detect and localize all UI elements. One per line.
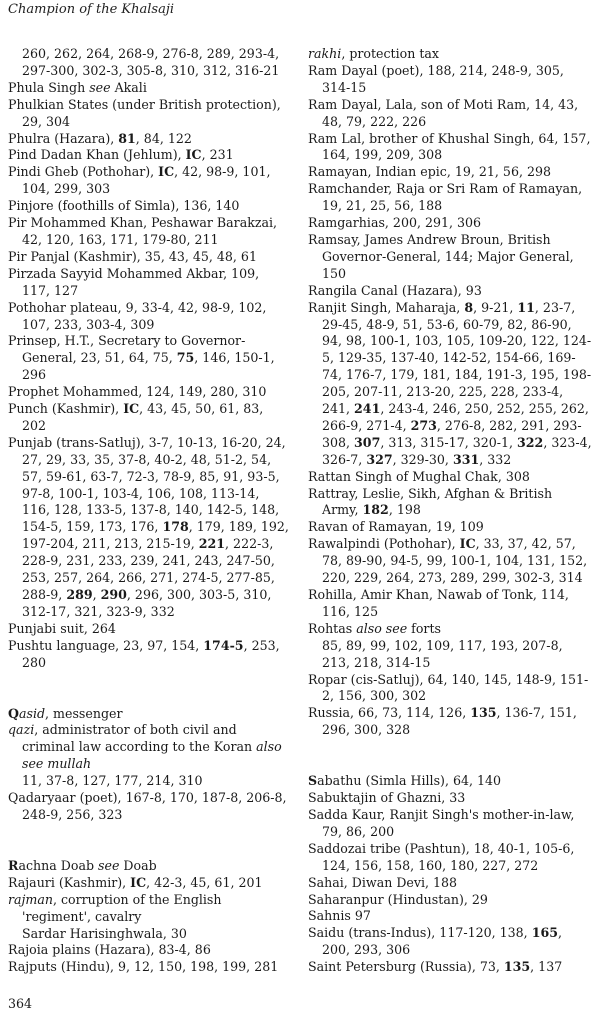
index-text: Sadda Kaur, Ranjit Singh's mother-in-law, 79, 86, 200 [308,806,575,839]
index-text: Phulra (Hazara), [8,130,119,146]
index-bold-text: 307 [354,434,381,450]
index-column-right [308,46,592,976]
index-bold-text: 75 [176,350,195,366]
index-text: Rajauri (Kashmir), [8,874,131,890]
index-entry [308,469,592,486]
index-text: Ram Lal, brother of Khushal Singh, 64, 157, 164, 199, 209, 308 [308,130,591,163]
index-entry [308,892,592,909]
index-italic-text: asid [18,705,46,721]
index-text: Saint Petersburg (Russia), 73, [308,959,504,975]
index-bold-text: 289 [66,587,93,602]
index-text: Prophet Mohammed, 124, 149, 280, 310 [8,384,267,400]
index-text: criminal law according to the Koran [22,739,257,755]
index-bold-text: 178 [162,519,189,535]
index-text: Sahnis 97 [308,908,371,924]
index-text: Rangila Canal (Hazara), 93 [308,282,482,298]
index-text: Qadaryaar (poet), 167-8, 170, 187-8, 206-8, 248-9, 256, 323 [8,790,287,822]
index-bold-text: 11 [517,299,535,315]
index-italic-text: also see mullah [22,739,282,772]
page-number: 364 [8,996,33,1011]
index-entry [308,959,592,976]
index-bold-text: 165 [531,925,558,941]
index-italic-text: also see [356,620,408,636]
index-text: Sahai, Diwan Devi, 188 [308,874,458,890]
index-entry [308,486,592,520]
index-bold-text: 327 [366,451,393,467]
index-entry [308,181,592,215]
index-text: Ramgarhias, 200, 291, 306 [308,215,482,231]
index-bold-text: IC [459,536,476,552]
index-entry [308,908,592,925]
index-text: , 179, 189, 192, 197-204, 211, 213, 215-19, [22,519,289,552]
index-entry [8,215,291,249]
index-text: Ramsay, James Andrew Broun, British Governor-General, 144; Major General, 150 [308,231,574,281]
index-entry [308,46,592,63]
index-entry [8,147,291,164]
index-entry [308,705,592,739]
index-entry [308,215,592,232]
index-text: , corruption of the English 'regiment', cavalry [22,891,222,924]
index-text: Punjab (trans-Satluj), 3-7, 10-13, 16-20, 24, 27, 29, 33, 35, 37-8, 40-2, 48, 51-2, 54, 57, 59-61, 63-7, 72-3, 78-9, 85, 91, 93-5, 97-8, 100-1, 103-4, 106, 108, 113-14, 116, 128, 133-5, 137-8, 140, 142-5, 148, 154-5, 159, 173, 176, [8,434,286,535]
index-entry [308,925,592,959]
index-bold-text: 182 [362,502,389,518]
index-text: , 84, 122 [135,130,192,146]
index-entry [8,790,291,824]
index-text: Akali [110,79,147,95]
index-italic-text: qazi [8,722,35,738]
index-text: Rajoia plains (Hazara), 83-4, 86 [8,942,211,958]
index-text: , 136-7, 151, 296, 300, 328 [322,705,577,738]
index-text: Ram Dayal (poet), 188, 214, 248-9, 305, 314-15 [308,62,564,95]
index-text: Pind Dadan Khan (Jehlum), [8,147,186,163]
index-text: Pir Mohammed Khan, Peshawar Barakzai, 42, 120, 163, 171, 179-80, 211 [8,215,278,247]
index-text: , 313, 315-17, 320-1, [380,434,518,450]
index-entry [8,706,291,723]
index-text: Phula Singh [8,79,90,95]
index-bold-text: IC [123,401,140,417]
index-text: , 42, 98-9, 101, 104, 299, 303 [22,164,271,197]
index-entry [8,858,291,875]
index-bold-text: 221 [198,536,226,552]
index-entry [308,164,592,181]
index-text: Saidu (trans-Indus), 117-120, 138, [308,925,532,941]
index-entry [308,875,592,892]
index-text: , 296, 300, 303-5, 310, 312-17, 321, 323-9, 332 [22,587,272,619]
index-entry [308,790,592,807]
index-column-left [8,46,291,976]
index-text: Rajputs (Hindu), 9, 12, 150, 198, 199, 281 [8,959,279,975]
index-italic-text: rajman [8,891,53,907]
index-entry [8,942,291,959]
running-head: Champion of the Khalsaji [8,2,175,17]
index-bold-text: 273 [410,417,437,433]
index-text: Russia, 66, 73, 114, 126, [308,705,471,721]
index-italic-text: see [98,857,120,873]
index-entry [8,621,291,638]
index-text: Doab [119,857,157,873]
index-text: Rohtas [308,620,357,636]
index-bold-text: R [8,857,19,873]
index-bold-text: 81 [118,130,136,146]
index-text: , 137 [530,959,563,975]
index-text: , protection tax [341,46,440,61]
index-text: Rawalpindi (Pothohar), [308,536,460,552]
index-text: , 43, 45, 50, 61, 83, 202 [22,401,264,433]
index-text: , 253, 280 [22,637,280,670]
index-entry [8,401,291,435]
index-text: Pothohar plateau, 9, 33-4, 42, 98-9, 102, 107, 233, 303-4, 309 [8,299,267,332]
index-text: Ropar (cis-Satluj), 64, 140, 145, 148-9, 151-2, 156, 300, 302 [308,671,589,704]
index-text: , 33, 37, 42, 57, 78, 89-90, 94-5, 99, 100-1, 104, 131, 152, 220, 229, 264, 273, 289, 299, 302-3, 314 [322,536,588,586]
index-text: , 243-4, 246, 250, 252, 255, 262, 266-9, 271-4, [322,401,589,433]
index-entry [8,266,291,300]
index-entry [308,519,592,536]
index-text: , [92,587,101,602]
index-bold-text: IC [185,147,202,163]
index-text: , 198 [388,502,421,518]
index-entry [8,131,291,148]
section-gap [8,824,291,858]
index-text: , 329-30, [392,451,453,467]
index-text: , 323-4, 326-7, [322,434,592,467]
index-text: Ramayan, Indian epic, 19, 21, 56, 298 [308,164,552,180]
index-text: , 332 [479,451,512,467]
index-entry [8,959,291,976]
index-text: Saddozai tribe (Pashtun), 18, 40-1, 105-6, 124, 156, 158, 160, 180, 227, 272 [308,840,575,873]
index-text: Ram Dayal, Lala, son of Moti Ram, 14, 43, 48, 79, 222, 226 [308,96,579,129]
index-text: , 276-8, 282, 291, 293-308, [322,417,582,450]
index-bold-text: 8 [464,299,474,315]
index-text: , administrator of both civil and [34,722,237,738]
index-entry [8,384,291,401]
index-text: Pinjore (foothills of Simla), 136, 140 [8,198,240,214]
index-entry [8,435,291,621]
index-entry [308,131,592,165]
index-entry [8,892,291,926]
index-entry [308,536,592,587]
index-text: Ravan of Ramayan, 19, 109 [308,519,484,535]
index-text: , 146, 150-1, 296 [22,350,275,383]
index-text: Rattan Singh of Mughal Chak, 308 [308,468,530,484]
index-bold-text: 322 [517,434,544,450]
index-text: Ranjit Singh, Maharaja, [308,299,465,315]
index-entry [308,672,592,706]
index-bold-text: Q [8,705,19,721]
index-entry [308,621,592,638]
index-text: , 222-3, 228-9, 231, 233, 239, 241, 243, 247-50, 253, 257, 264, 266, 271, 274-5, 277-85, 288-9, [22,536,275,602]
index-text: 260, 262, 264, 268-9, 276-8, 289, 293-4, 297-300, 302-3, 305-8, 310, 312, 316-21 [22,46,280,78]
index-bold-text: S [308,773,318,789]
index-entry [8,300,291,334]
index-text: Rohilla, Amir Khan, Nawab of Tonk, 114, 116, 125 [308,587,569,619]
section-gap [308,739,592,773]
index-bold-text: 331 [452,451,480,467]
index-bold-text: 290 [100,587,127,602]
index-italic-text: see [89,79,111,95]
index-text: abathu (Simla Hills), 64, 140 [317,773,502,789]
index-text: , 200, 293, 306 [322,925,563,958]
index-text: Sabuktajin of Ghazni, 33 [308,790,466,806]
index-entry [308,283,592,300]
index-bold-text: IC [130,874,147,890]
index-text: , 9-21, [473,299,518,315]
index-entry [8,722,291,739]
index-text: Saharanpur (Hindustan), 29 [308,891,488,907]
index-text: , 42-3, 45, 61, 201 [146,874,263,890]
index-entry [308,300,592,469]
index-text: Punch (Kashmir), [8,401,124,417]
index-entry [308,638,592,672]
index-entry [8,46,291,80]
index-text: 11, 37-8, 127, 177, 214, 310 [22,773,203,789]
index-text: Punjabi suit, 264 [8,620,116,636]
index-text: Prinsep, H.T., Secretary to Governor-General, 23, 51, 64, 75, [8,333,246,366]
index-bold-text: 135 [503,959,531,975]
index-entry [8,638,291,672]
index-text: achna Doab [18,857,99,873]
index-entry [308,807,592,841]
index-entry [308,773,592,790]
index-text: Pindi Gheb (Pothohar), [8,164,159,180]
index-entry [8,875,291,892]
index-entry [308,232,592,283]
index-entry [8,333,291,384]
index-text: Ramchander, Raja or Sri Ram of Ramayan, 19, 21, 25, 56, 188 [308,181,583,214]
index-entry [308,63,592,97]
index-entry [8,773,291,790]
index-text: , 23-7, 29-45, 48-9, 51, 53-6, 60-79, 82, 86-90, 94, 98, 100-1, 103, 105, 109-20, 122, 124-5, 129-35, 137-40, 142-52, 154-66, 169-74, 176-7, 179, 181, 184, 191-3, 195, 198-205, 207-11, 213-20, 225, 228, 233-4, 241, [322,299,592,417]
index-entry [8,164,291,198]
index-entry [8,249,291,266]
index-italic-text: rakhi [308,46,342,61]
index-text: Pirzada Sayyid Mohammed Akbar, 109, 117, 127 [8,265,260,298]
index-text: Sardar Harisinghwala, 30 [22,925,187,941]
index-entry [8,97,291,131]
index-bold-text: IC [158,164,175,180]
index-entry [8,739,291,773]
index-text: , 231 [201,147,234,163]
index-entry [8,80,291,97]
index-bold-text: 241 [354,401,381,417]
index-text: 85, 89, 99, 102, 109, 117, 193, 207-8, 213, 218, 314-15 [322,637,563,670]
index-text: , messenger [45,705,123,721]
index-entry [8,926,291,943]
index-entry [308,587,592,621]
index-text: forts [407,620,441,636]
index-text: Phulkian States (under British protection), 29, 304 [8,96,281,129]
index-bold-text: 135 [470,705,497,721]
index-entry [308,841,592,875]
index-bold-text: 174-5 [203,637,244,653]
index-text: Rattray, Leslie, Sikh, Afghan & British Army, [308,485,553,518]
index-text: Pushtu language, 23, 97, 154, [8,637,204,653]
section-gap [8,672,291,706]
index-text: Pir Panjal (Kashmir), 35, 43, 45, 48, 61 [8,248,257,264]
index-entry [308,97,592,131]
index-entry [8,198,291,215]
